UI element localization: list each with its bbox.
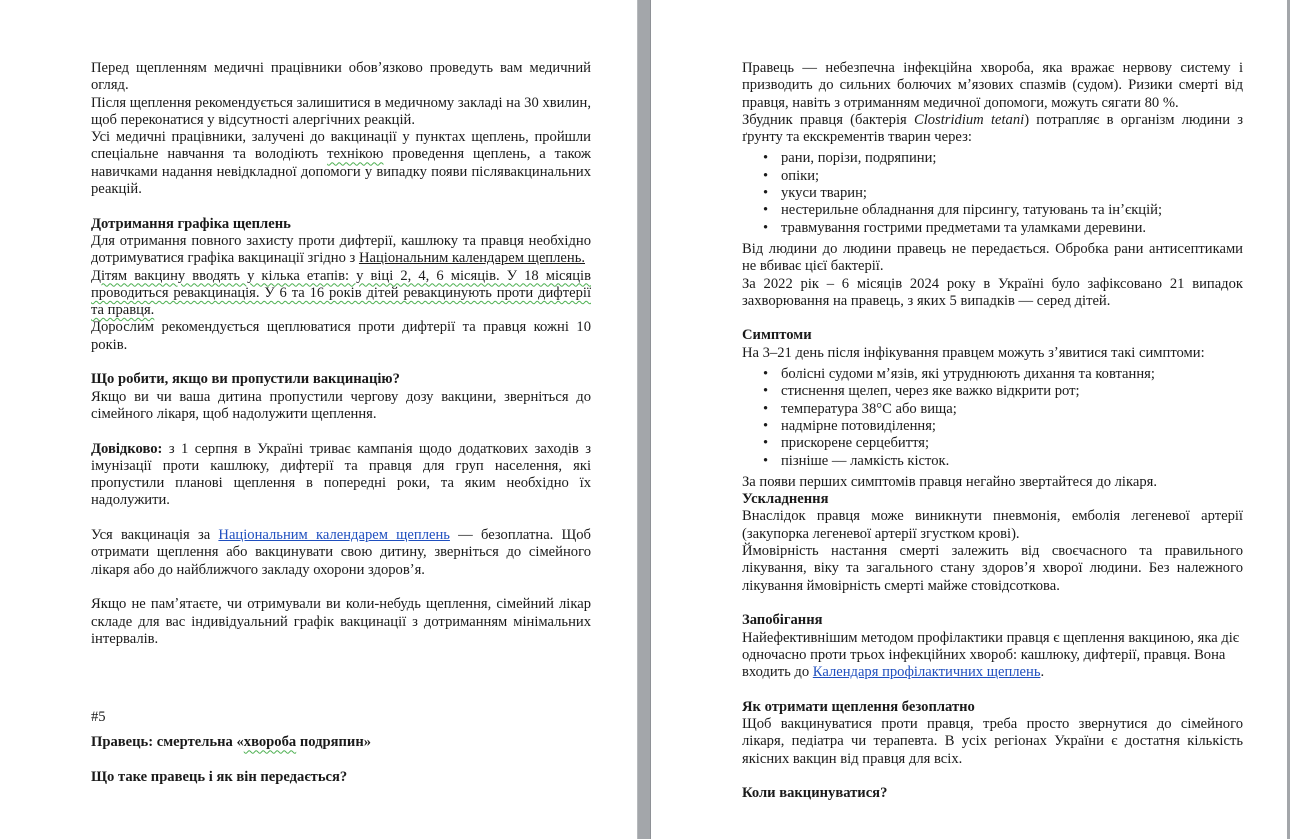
list-item: • нестерильне обладнання для пірсингу, татуювань та інʼєкцій;	[742, 202, 1243, 219]
paragraph-schedule-intro	[91, 233, 591, 268]
list-item: • надмірне потовиділення;	[742, 418, 1243, 435]
list-item: • температура 38°C або вища;	[742, 401, 1243, 418]
paragraph-child-schedule[interactable]: Дітям вакцину вводять у кілька етапів: у віці 2, 4, 6 місяців. У 18 місяців проводиться ревакцинація. У 6 та 16 років дітей ревакцинують проти дифтерії та правця.	[91, 267, 591, 319]
grammar-flag[interactable]: хвороба	[243, 734, 297, 751]
paragraph-free-vaccination: Щоб вакцинуватися проти правця, треба просто звернутися до сімейного лікаря, педіатра чи терапевта. В усіх регіонах України є достатня кількість якісних вакцин від правця для всіх.	[742, 715, 1243, 767]
paragraph-not-transmitted: Від людини до людини правець не передається. Обробка рани антисептиками не вбиває цієї бактерії.	[742, 240, 1243, 275]
heading-when-vaccinate: Коли вакцинуватися?	[742, 785, 888, 802]
text-run: Найефективнішим методом профілактики правця є щеплення вакциною, яка діє одночасно проти трьох інфекційних хвороб: кашлюку, дифтерії, правця. Вона входить до	[742, 629, 1240, 681]
list-item: • укуси тварин;	[742, 185, 1243, 202]
paragraph-missed-vaccination: Якщо ви чи ваша дитина пропустили чергову дозу вакцини, зверніться до сімейного лікаря, щоб надолужити щеплення.	[91, 388, 591, 422]
paragraph-tetanus-intro: Правець — небезпечна інфекційна хвороба, яка вражає нервову систему і призводить до сильних болючих мʼязових спазмів (судом). Ризики смерті від правця, навіть з отриманням медичної допомоги, можуть сягати 80 %.	[742, 60, 1243, 111]
article-title	[91, 734, 591, 751]
heading-free-vaccination: Як отримати щеплення безоплатно	[742, 698, 975, 715]
page-left-content	[91, 60, 591, 786]
paragraph-medical-exam: Перед щепленням медичні працівники обовʼязково проведуть вам медичний огляд.	[91, 60, 591, 94]
list-item: • прискорене серцебиття;	[742, 435, 1243, 452]
page-right-content	[742, 60, 1243, 802]
text-run: Збудник правця (бактерія	[742, 111, 914, 128]
transmission-routes-list	[742, 150, 1243, 236]
blank-line	[91, 423, 591, 440]
blank-line	[91, 354, 591, 371]
paragraph-prevention	[742, 630, 1243, 682]
document-page-right	[651, 0, 1287, 839]
paragraph-complications-2: Ймовірність настання смерті залежить від своєчасного та правильного лікування, віку та загального стану здоровʼя хворої людини. Без належного лікування ймовірність смерті майже стовідсоткова.	[742, 543, 1243, 594]
paragraph-forgot-vaccination: Якщо не памʼятаєте, чи отримували ви коли-небудь щеплення, сімейний лікар складе для вас індивідуальний графік вакцинації з дотриманням мінімальних інтервалів.	[91, 596, 591, 647]
text-run: з 1 серпня в Україні триває кампанія щодо додаткових заходів з імунізації проти кашлюку, дифтерії та правця для груп населення, які пропустили планові щеплення в попередні роки, та яким необхідно їх надолужити.	[91, 440, 591, 509]
text-run: ) потрапляє в організм людини з ґрунту та екскрементів тварин через:	[742, 111, 1243, 146]
spacer	[91, 648, 591, 700]
list-item: • травмування гострими предметами та уламками деревини.	[742, 220, 1243, 237]
paragraph-after-vaccination: Після щеплення рекомендується залишитися в медичному закладі на 30 хвилин, щоб переконатися у відсутності алергічних реакцій.	[91, 94, 591, 128]
paragraph-complications-1: Внаслідок правця може виникнути пневмонія, емболія легеневої артерії (закупорка легеневої артерії згустком крові).	[742, 508, 1243, 542]
blank-line	[742, 310, 1243, 327]
blank-line	[91, 510, 591, 527]
symptoms-list	[742, 366, 1243, 470]
text-run: — безоплатна. Щоб отримати щеплення або вакцинувати свою дитину, зверніться до сімейного лікаря або до найближчого закладу охорони здоровʼя.	[91, 527, 591, 578]
heading-symptoms: Симптоми	[742, 327, 812, 344]
blank-line	[742, 681, 1243, 698]
blank-line	[742, 768, 1243, 785]
text-run: Усі медичні працівники, залучені до вакцинації у пунктах щеплень, пройшли спеціальне навчання та володіють	[91, 129, 591, 163]
text-run: Уся вакцинація за	[91, 527, 219, 544]
blank-line	[742, 595, 1243, 612]
blank-line	[91, 579, 591, 596]
text-run: подряпин»	[296, 734, 372, 751]
species-name: Clostridium tetani	[913, 111, 1025, 128]
list-item: • пізніше — ламкість кісток.	[742, 453, 1243, 470]
page-gap	[637, 0, 651, 839]
blank-line	[91, 752, 591, 769]
paragraph-pathogen	[742, 112, 1243, 147]
text-run: Правець: смертельна «	[91, 734, 244, 751]
paragraph-statistics: За 2022 рік – 6 місяців 2024 року в Україні було зафіксовано 21 випадок захворювання на правець, з яких 5 випадків — серед дітей.	[742, 275, 1243, 309]
paragraph-symptoms-outro: За появи перших симптомів правця негайно звертайтеся до лікаря.	[742, 473, 1157, 490]
paragraph-adult-schedule: Дорослим рекомендується щеплюватися проти дифтерії та правця кожні 10 років.	[91, 319, 591, 353]
text-run: .	[1040, 664, 1045, 681]
heading-schedule: Дотримання графіка щеплень	[91, 215, 291, 232]
paragraph-note	[91, 441, 591, 510]
blank-line	[91, 198, 591, 215]
heading-prevention: Запобігання	[742, 612, 823, 629]
text-run: проведення щеплень, а також навичками надання невідкладної допомоги у випадку появи післявакцинальних реакцій.	[91, 146, 591, 198]
paragraph-free-vaccination	[91, 527, 591, 579]
section-number: #5	[91, 709, 106, 726]
blank-line	[91, 726, 591, 734]
heading-what-is-tetanus: Що таке правець і як він передається?	[91, 768, 348, 785]
heading-complications: Ускладнення	[742, 491, 829, 508]
document-page-left	[0, 0, 637, 839]
list-item: • опіки;	[742, 168, 1243, 185]
list-item: • рани, порізи, подряпини;	[742, 150, 1243, 167]
text-run: Для отримання повного захисту проти дифтерії, кашлюку та правця необхідно дотримуватися графіка вакцинації згідно з	[91, 232, 591, 267]
note-label: Довідково:	[91, 440, 163, 457]
underlined-text-national-calendar: Національним календарем щеплень.	[358, 250, 585, 267]
link-national-calendar[interactable]: Національним календарем щеплень	[218, 527, 450, 544]
list-item: • стиснення щелеп, через яке важко відкрити рот;	[742, 383, 1243, 400]
list-item: • болісні судоми мʼязів, які утруднюють дихання та ковтання;	[742, 366, 1243, 383]
grammar-flag[interactable]: технікою	[327, 146, 384, 163]
paragraph-symptoms-intro: На 3–21 день після інфікування правцем можуть зʼявитися такі симптоми:	[742, 344, 1205, 361]
paragraph-medical-staff	[91, 129, 591, 198]
heading-missed-vaccination: Що робити, якщо ви пропустили вакцинацію?	[91, 371, 400, 388]
link-prophylactic-calendar[interactable]: Календаря профілактичних щеплень	[812, 664, 1041, 681]
